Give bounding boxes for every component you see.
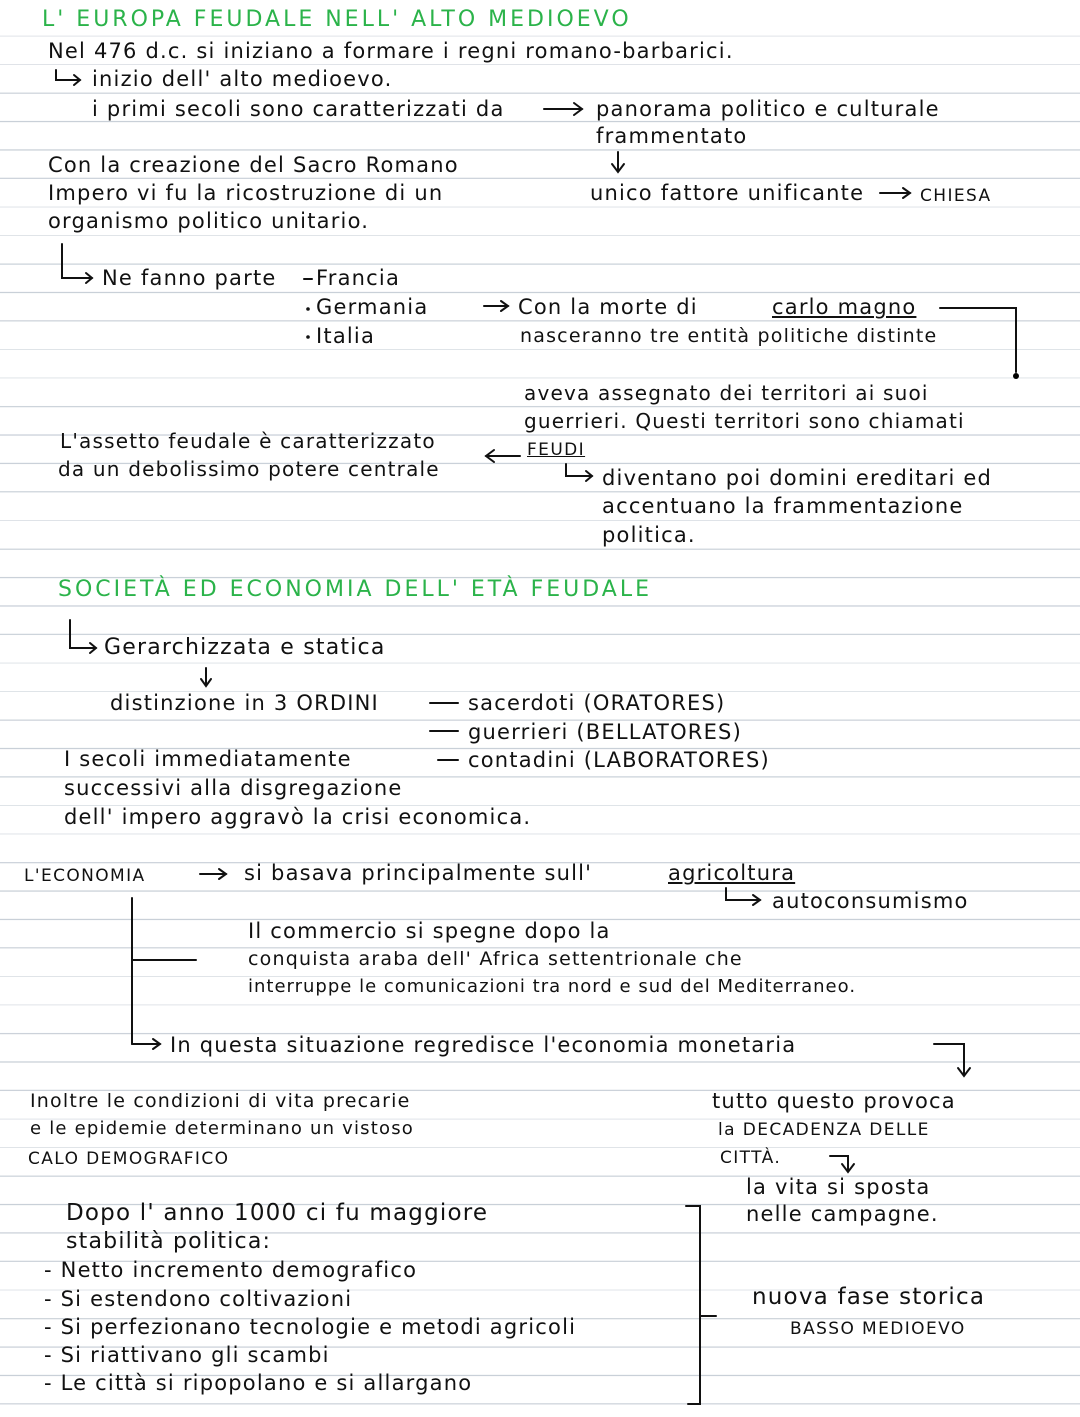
dopo-line-1: Dopo l' anno 1000 ci fu maggiore bbox=[66, 1200, 489, 1226]
bullet-item: - Si riattivano gli scambi bbox=[44, 1343, 330, 1367]
assetto-line-2: da un debolissimo potere centrale bbox=[58, 457, 440, 481]
situazione-line: In questa situazione regredisce l'economia monetaria bbox=[170, 1033, 797, 1057]
agricoltura-word: agricoltura bbox=[668, 861, 796, 885]
assetto-line-1: L'assetto feudale è caratterizzato bbox=[60, 429, 436, 453]
ne-fanno-parte: Ne fanno parte bbox=[102, 266, 277, 290]
section-title-societa-economia: SOCIETÀ ED ECONOMIA DELL' ETÀ FEUDALE bbox=[58, 577, 652, 602]
secoli-line-1: I secoli immediatamente bbox=[64, 747, 352, 771]
arrow-icon bbox=[62, 244, 92, 283]
chiesa-label: CHIESA bbox=[920, 186, 992, 206]
arrow-icon bbox=[484, 301, 508, 311]
bracket-arrow-icon bbox=[940, 308, 1019, 379]
arrow-icon bbox=[726, 888, 760, 905]
bullet-text: Si estendono coltivazioni bbox=[60, 1287, 353, 1311]
secoli-line-2: successivi alla disgregazione bbox=[64, 776, 403, 800]
inoltre-line-1: Inoltre le condizioni di vita precarie bbox=[30, 1090, 411, 1112]
commercio-line-2: conquista araba dell' Africa settentrionale che bbox=[248, 948, 743, 970]
commercio-line-3: interruppe le comunicazioni tra nord e sud del Mediterraneo. bbox=[248, 976, 857, 997]
aveva-line-1: aveva assegnato dei territori ai suoi bbox=[524, 381, 929, 405]
ordine-sacerdoti: sacerdoti (ORATORES) bbox=[468, 691, 726, 715]
bullet-text: Si riattivano gli scambi bbox=[60, 1343, 330, 1367]
arrow-down-icon bbox=[612, 152, 624, 172]
arrow-icon bbox=[70, 620, 96, 653]
feudi-label: FEUDI bbox=[527, 440, 586, 460]
country-italia: Italia bbox=[316, 324, 376, 348]
carlo-prefix: Con la morte di bbox=[518, 295, 698, 319]
arrow-icon bbox=[200, 869, 226, 879]
arrow-icon bbox=[880, 188, 910, 198]
section-title-europa-feudale: L' EUROPA FEUDALE NELL' ALTO MEDIOEVO bbox=[42, 7, 632, 32]
sacro-line-3: organismo politico unitario. bbox=[48, 209, 370, 233]
ordine-guerrieri: guerrieri (BELLATORES) bbox=[468, 720, 742, 744]
bracket-icon bbox=[686, 1206, 716, 1404]
dopo-line-2: stabilità politica: bbox=[66, 1229, 272, 1254]
panorama-line-2: frammentato bbox=[596, 124, 748, 148]
vita-line-2: nelle campagne. bbox=[746, 1202, 939, 1226]
economia-label: L'ECONOMIA bbox=[24, 866, 146, 886]
basso-medioevo: BASSO MEDIOEVO bbox=[790, 1319, 966, 1339]
primi-secoli-line: i primi secoli sono caratterizzati da bbox=[92, 97, 505, 121]
diventano-line-2: accentuano la frammentazione bbox=[602, 494, 964, 518]
arrow-down-icon bbox=[201, 668, 211, 686]
diventano-line-3: politica. bbox=[602, 523, 696, 547]
carlo-line-2: nasceranno tre entità politiche distinte bbox=[520, 325, 938, 347]
economia-text: si basava principalmente sull' bbox=[244, 861, 593, 885]
bracket-arrow-icon bbox=[934, 1044, 970, 1076]
calo-demografico: CALO DEMOGRAFICO bbox=[28, 1149, 230, 1169]
tutto-line-3: CITTÀ. bbox=[720, 1148, 782, 1168]
tutto-line-1: tutto questo provoca bbox=[712, 1089, 956, 1113]
arrow-icon bbox=[566, 464, 592, 481]
carlo-magno: carlo magno bbox=[772, 295, 917, 319]
arrow-down-icon bbox=[830, 1156, 854, 1172]
distinzione-ordini: distinzione in 3 ORDINI bbox=[110, 691, 379, 715]
arrow-left-icon bbox=[486, 450, 520, 462]
unico-fattore: unico fattore unificante bbox=[590, 181, 865, 205]
secoli-line-3: dell' impero aggravò la crisi economica. bbox=[64, 805, 532, 829]
country-francia: Francia bbox=[316, 266, 401, 290]
commercio-line-1: Il commercio si spegne dopo la bbox=[248, 919, 611, 943]
arrow-icon bbox=[544, 103, 582, 115]
branch-line-icon bbox=[132, 898, 196, 1049]
tutto-line-2: la DECADENZA DELLE bbox=[718, 1120, 930, 1140]
aveva-line-2: guerrieri. Questi territori sono chiamati bbox=[524, 409, 965, 433]
bullet-item: - Si estendono coltivazioni bbox=[44, 1287, 353, 1311]
sacro-line-2: Impero vi fu la ricostruzione di un bbox=[48, 181, 444, 205]
vita-line-1: la vita si sposta bbox=[746, 1175, 931, 1199]
sacro-line-1: Con la creazione del Sacro Romano bbox=[48, 153, 459, 177]
autoconsumismo: autoconsumismo bbox=[772, 889, 969, 913]
bullet-item: - Netto incremento demografico bbox=[44, 1258, 418, 1282]
inizio-line: inizio dell' alto medioevo. bbox=[92, 67, 393, 91]
arrow-icon bbox=[56, 70, 80, 85]
bullet-item: - Si perfezionano tecnologie e metodi agricoli bbox=[44, 1315, 577, 1339]
bullet-text: Netto incremento demografico bbox=[60, 1258, 418, 1282]
nuova-fase: nuova fase storica bbox=[752, 1284, 986, 1310]
ordine-contadini: contadini (LABORATORES) bbox=[468, 748, 770, 772]
panorama-line-1: panorama politico e culturale bbox=[596, 97, 940, 121]
bullet-text: Si perfezionano tecnologie e metodi agricoli bbox=[60, 1315, 577, 1339]
bullet-item: - Le città si ripopolano e si allargano bbox=[44, 1371, 473, 1395]
country-germania: Germania bbox=[316, 295, 429, 319]
intro-line: Nel 476 d.c. si iniziano a formare i regni romano-barbarici. bbox=[48, 39, 734, 63]
inoltre-line-2: e le epidemie determinano un vistoso bbox=[30, 1118, 414, 1139]
bullet-text: Le città si ripopolano e si allargano bbox=[60, 1371, 473, 1395]
diventano-line-1: diventano poi domini ereditari ed bbox=[602, 466, 993, 490]
gerarchizzata: Gerarchizzata e statica bbox=[104, 635, 386, 660]
